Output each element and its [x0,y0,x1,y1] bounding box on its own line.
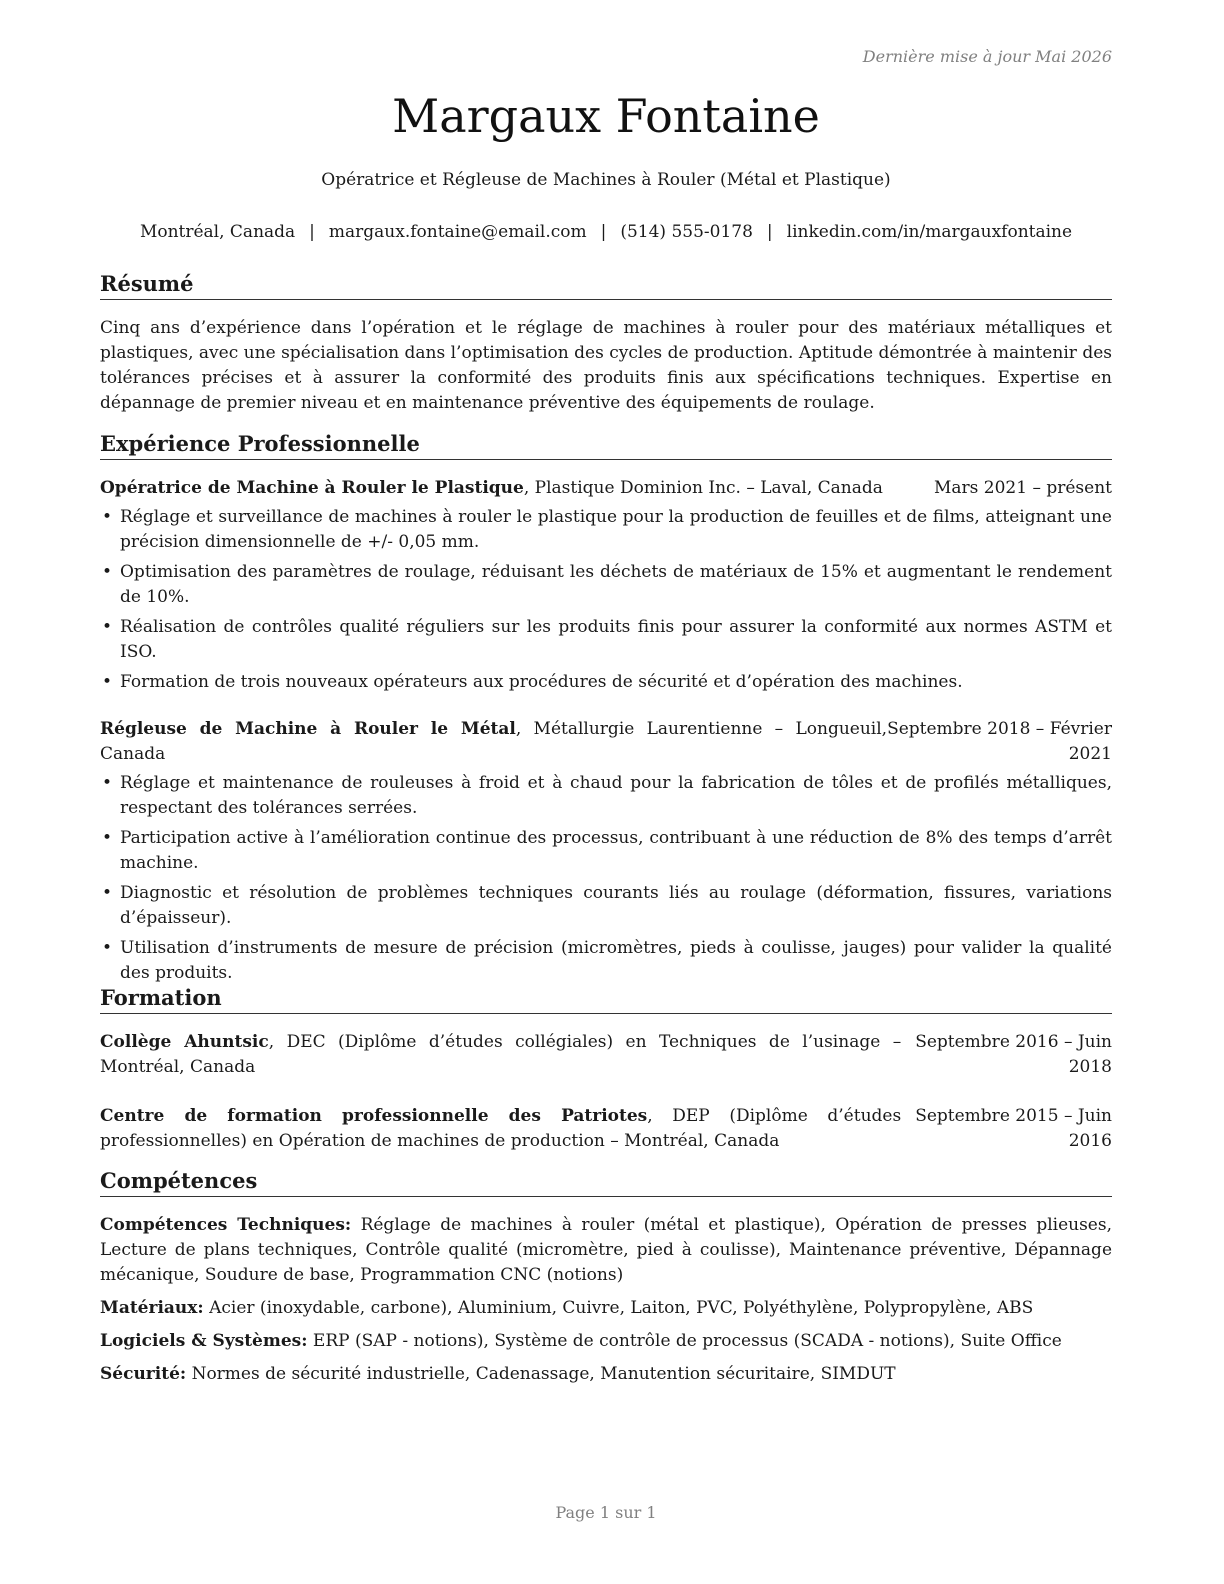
last-updated: Dernière mise à jour Mai 2026 [862,47,1112,66]
education-section [100,985,1112,1154]
education-entry [100,1030,1112,1080]
job-role: Régleuse de Machine à Rouler le Métal [100,719,516,739]
job-title: Opératrice et Régleuse de Machines à Rouler (Métal et Plastique) [321,170,891,190]
section-title: Formation [100,985,1112,1014]
school-name: Centre de formation professionnelle des Patriotes [100,1106,648,1126]
list-item: • Réalisation de contrôles qualité réguliers sur les produits finis pour assurer la conformité aux normes ASTM et ISO. [100,615,1112,665]
skill-row: Compétences Techniques: Réglage de machines à rouler (métal et plastique), Opération de presses plieuses, Lecture de plans techniques, Contrôle qualité (micromètre, pied à coulisse), Maintenance préventive, Dépannage mécanique, Soudure de base, Programmation CNC (notions) [100,1215,1112,1285]
list-item: • Formation de trois nouveaux opérateurs aux procédures de sécurité et d’opération des machines. [100,670,1112,695]
job-org: , Métallurgie Laurentienne – Longueuil, Canada [100,719,888,764]
job-role: Opératrice de Machine à Rouler le Plastique [100,478,524,498]
candidate-name: Margaux Fontaine [392,89,820,143]
school-name: Collège Ahuntsic [100,1032,269,1052]
list-item: • Optimisation des paramètres de roulage, réduisant les déchets de matériaux de 15% et augmentant le rendement de 10%. [100,560,1112,610]
job-bullets [100,771,1112,986]
job-dates: Mars 2021 – présent [933,478,1112,498]
section-title: Compétences [100,1168,1112,1197]
summary-section [100,271,1112,416]
contact-phone: (514) 555-0178 [620,222,753,242]
job-dates: Septembre 2018 – Février 2021 [887,719,1112,764]
job-entry [100,476,1112,695]
contact-linkedin[interactable]: linkedin.com/in/margauxfontaine [786,222,1073,242]
contact-separator: | [766,222,773,242]
contact-separator: | [600,222,607,242]
contact-separator: | [309,222,315,242]
section-title: Résumé [100,271,1112,300]
degree-detail: , DEP (Diplôme d’études professionnelles) en Opération de machines de production – Montréal, Canada [100,1106,902,1151]
job-header [100,476,1112,501]
contact-location: Montréal, Canada [139,222,296,242]
job-entry [100,717,1112,986]
list-item: • Utilisation d’instruments de mesure de précision (micromètres, pieds à coulisse, jauges) pour valider la qualité des produits. [100,936,1112,986]
skill-row: Matériaux: Acier (inoxydable, carbone), Aluminium, Cuivre, Laiton, PVC, Polyéthylène, Polypropylène, ABS [100,1298,1034,1318]
contact-line [80,220,1132,245]
skills-section [100,1168,1112,1395]
degree-detail: , DEC (Diplôme d’études collégiales) en Techniques de l’usinage – Montréal, Canada [100,1032,902,1077]
summary-text: Cinq ans d’expérience dans l’opération et le réglage de machines à rouler pour des matériaux métalliques et plastiques, avec une spécialisation dans l’optimisation des cycles de production. Aptitude démontrée à maintenir des tolérances précises et à assurer la conformité des produits finis aux spécifications techniques. Expertise en dépannage de premier niveau et en maintenance préventive des équipements de roulage. [100,318,1112,413]
skill-row: Logiciels & Systèmes: ERP (SAP - notions), Système de contrôle de processus (SCADA - notions), Suite Office [100,1331,1062,1351]
list-item: • Réglage et maintenance de rouleuses à froid et à chaud pour la fabrication de tôles et de profilés métalliques, respectant des tolérances serrées. [100,771,1112,821]
list-item: • Participation active à l’amélioration continue des processus, contribuant à une réduction de 8% des temps d’arrêt machine. [100,826,1112,876]
experience-section [100,431,1112,991]
contact-email[interactable]: margaux.fontaine@email.com [328,222,587,242]
job-org: , Plastique Dominion Inc. – Laval, Canada [523,478,883,498]
job-bullets [100,505,1112,695]
skill-row: Sécurité: Normes de sécurité industrielle, Cadenassage, Manutention sécuritaire, SIMDUT [100,1364,896,1384]
education-entry [100,1104,1112,1154]
education-dates: Septembre 2016 – Juin 2018 [915,1032,1112,1077]
education-dates: Septembre 2015 – Juin 2016 [915,1106,1112,1151]
list-item: • Réglage et surveillance de machines à rouler le plastique pour la production de feuilles et de films, atteignant une précision dimensionnelle de +/- 0,05 mm. [100,505,1112,555]
section-title: Expérience Professionnelle [100,431,1112,460]
list-item: • Diagnostic et résolution de problèmes techniques courants liés au roulage (déformation, fissures, variations d’épaisseur). [100,881,1112,931]
job-header [100,717,1112,767]
page-number: Page 1 sur 1 [555,1503,657,1522]
